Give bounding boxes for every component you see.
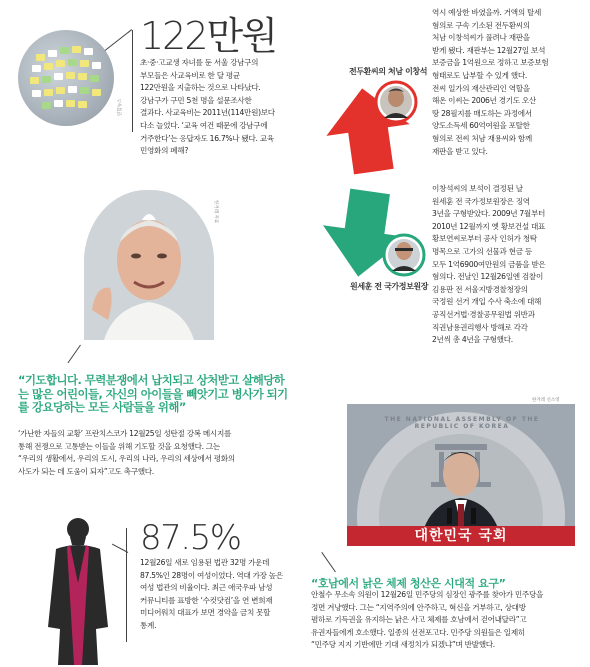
leader-line [321, 552, 336, 572]
photo-credit: 한겨레 신소영 [532, 398, 560, 403]
down-caption: 원세훈 전 국가정보원장 [350, 282, 429, 291]
podium-banner: 대한민국 국회 [347, 526, 575, 546]
judge-silhouette-icon [42, 515, 114, 665]
down-arrow-icon [312, 185, 430, 285]
down-body: 이창석씨의 보석이 결정된 날 원세훈 전 국가정보원장은 징역 3년을 구형받았다. 2009년 7월부터 2010년 12월까지 옛 황보건설 대표 황보연씨로부터 공사 인허가 청탁 명목으로 고가의 선물과 현금 등 모두 1억6900여만원의 금품을 받은 혐의다. 전날인 12월26일엔 검찰이 김용판 전 서울지방경찰청장의 국정원 선거 개입 수사 축소에 대해 공직선거법·경찰공무원법 위반과 직권남용권리행사 방해로 각각 2년씩 총 4년을 구형했다. [432, 184, 546, 345]
pope-portrait-icon [84, 190, 214, 340]
pope-quote: “기도합니다. 무력분쟁에서 납치되고 상처받고 살해당하는 많은 어린이들, 자신의 아이들을 빼앗기고 병사가 되기를 강요당하는 모든 사람들을 위해” [18, 373, 288, 415]
up-caption: 전두환씨의 처남 이창석 [349, 67, 428, 76]
photo-credit: 연합뉴스 [118, 98, 123, 116]
pope-photo [84, 190, 214, 340]
assembly-body: 안철수 무소속 의원이 12월26일 민주당의 심장인 광주를 찾아가 민주당을 정면 겨냥했다. 그는 “지역주의에 안주하고, 혁신을 거부하고, 상대방 폄하로 기득권을 유지하는 낡은 사고 체제를 호남에서 걷어내달라”고 유권자들에게 호소했다. 일종의 선전포고다. 민주당 의원들은 일제히 “민주당 지지 기반에만 기대 새정치가 되겠냐”며 반발했다. [311, 590, 544, 650]
assembly-quote: “호남에서 낡은 체제 청산은 시대적 요구” [311, 577, 506, 590]
up-arrow-icon [318, 80, 430, 180]
leader-line [132, 30, 133, 132]
stat-number: 122만원 [140, 14, 276, 58]
seal-text: THE NATIONAL ASSEMBLY OF THE REPUBLIC OF KOREA [384, 416, 540, 430]
stat-number: 87.5% [140, 518, 241, 558]
leader-line [67, 345, 80, 364]
stat-body: 12월26일 새로 임용된 법관 32명 가운데 87.5%인 28명이 여성이었다. 역대 가장 높은 여성 법관의 비율이다. 최근 애국우파 남성 커뮤니티를 표방한 ‘수컷닷컴’을 연 변희재 미디어워치 대표가 보면 경악을 금치 못할 통계. [140, 558, 283, 630]
photo-credit: 한겨레 자료 [213, 200, 218, 224]
stat-body: 초·중·고교생 자녀를 둔 서울 강남구의 부모들은 사교육비로 한 달 평균 122만원을 지출하는 것으로 나타났다. 강남구가 구민 5천 명을 설문조사한 결과다. 사교육비는 2011년(114만원)보다 다소 늘었다. ‘교육 여건 때문에 강남구에 거주한다’는 응답자도 16.7%나 됐다. 교육 민영화의 폐해? [140, 58, 275, 156]
leader-line [105, 29, 132, 51]
leader-line [126, 528, 127, 642]
bulletin-board-photo [18, 30, 114, 126]
up-body: 역시 예상한 바였을까. 거액의 탈세 혐의로 구속 기소된 전두환씨의 처남 이창석씨가 풀려나 재판을 받게 됐다. 재판부는 12월27일 보석 보증금을 1억원으로 정하고 보증보험 형태로도 납부할 수 있게 했다. 전씨 일가의 재산관리인 역할을 해온 이씨는 2006년 경기도 오산 땅 28필지를 매도하는 과정에서 양도소득세 60억여원을 포탈한 혐의로 전씨 처남 재용씨와 함께 재판을 받고 있다. [432, 8, 549, 156]
assembly-photo [347, 404, 575, 546]
pope-body: ‘가난한 자들의 교황’ 프란치스코가 12월25일 성탄절 강복 메시지를 통해 전쟁으로 고통받는 이들을 위해 기도할 것을 요청했다. 그는 “우리의 생활에서, 우리의 도시, 우리의 나라, 우리의 세상에서 평화의 사도가 되는 데 도움이 되자”고도 촉구했다. [18, 429, 235, 476]
